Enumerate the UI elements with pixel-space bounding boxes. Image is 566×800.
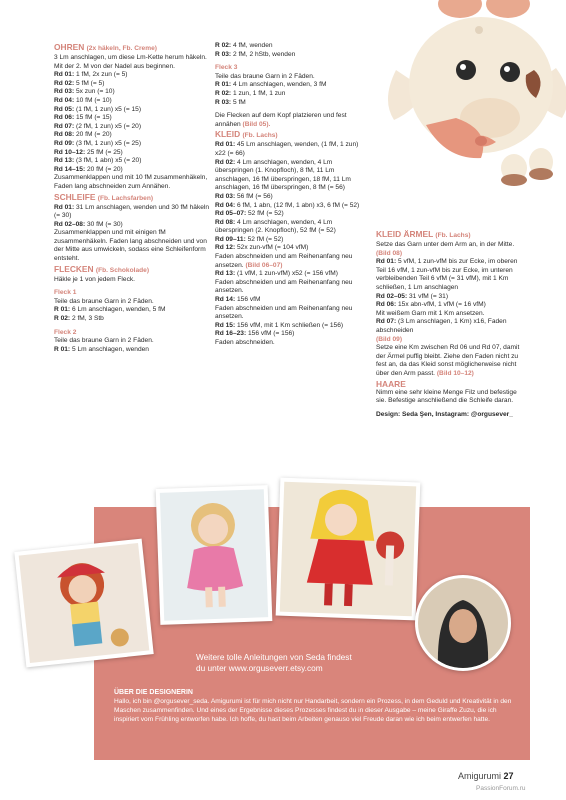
fleck2-continued-rows — [215, 42, 368, 59]
kleid-rows-4 — [215, 322, 368, 339]
design-credit: Design: Seda Şen, Instagram: @orgusever_ — [376, 410, 513, 418]
row-text: 30 fM (= 30) — [87, 220, 123, 228]
row-text: 25 fM (= 25) — [87, 148, 123, 156]
instruction-row — [54, 221, 210, 230]
doll-red-image — [276, 478, 421, 621]
instruction-row — [54, 71, 210, 80]
designer-bio — [114, 688, 516, 724]
row-text: 20 fM (= 20) — [87, 165, 123, 173]
column-1 — [54, 42, 210, 354]
row-label: Rd 01: — [54, 203, 75, 211]
flecken-intro: Häkle je 1 von jedem Fleck. — [54, 275, 135, 283]
instruction-row — [54, 306, 210, 315]
ohren-rows — [54, 71, 210, 174]
aermel-rows-2 — [376, 318, 528, 335]
heading-flecken: FLECKEN (Fb. Schokolade) — [54, 263, 150, 274]
row-text: 5x zun (= 10) — [76, 88, 115, 96]
row-label: R 02: — [215, 89, 232, 97]
row-label: Rd 15: — [215, 321, 236, 329]
row-text: 31 Lm anschlagen, wenden und 30 fM häkeln (= 30) — [54, 203, 210, 220]
column-2 — [215, 42, 368, 348]
fleck2-intro: Teile das braune Garn in 2 Fäden. — [54, 337, 154, 345]
row-text: 15 fM (= 15) — [76, 114, 112, 122]
row-text: 52 fM (= 52) — [248, 210, 284, 218]
instruction-row — [215, 159, 368, 193]
instruction-row — [54, 157, 210, 166]
page-footer — [458, 771, 514, 781]
fleck3-rows — [215, 81, 368, 107]
row-label: Rd 16–23: — [215, 330, 247, 338]
instruction-row — [215, 42, 368, 51]
fleck1-intro: Teile das braune Garn in 2 Fäden. — [54, 297, 154, 305]
row-label: Rd 09: — [54, 139, 75, 147]
aermel-outro: Setze eine Km zwischen Rd 06 und Rd 07, damit der Ärmel puffig bleibt. Ziehe den Faden nicht zu fest an, da das Kleid sonst möglicherweise nicht über den Arm passt. (Bild 10–12) — [376, 344, 520, 377]
heading-schleife: SCHLEIFE (Fb. Lachsfarben) — [54, 191, 154, 202]
row-text: 156 vfM — [237, 296, 261, 304]
kleid-mid: Faden abschneiden und am Reihenanfang neu ansetzen. (Bild 06–07) — [215, 253, 353, 269]
row-label: Rd 01: — [215, 141, 236, 149]
doll-photo-red-dress — [276, 478, 421, 621]
heading-fleck-3: Fleck 3 — [215, 64, 238, 72]
row-text: 45 Lm anschlagen, wenden, (1 fM, 1 zun) x22 (= 66) — [215, 141, 359, 157]
instruction-row — [215, 322, 368, 331]
instruction-row — [54, 140, 210, 149]
row-label: R 01: — [54, 306, 71, 314]
row-label: R 03: — [215, 98, 232, 106]
row-label: Rd 04: — [215, 201, 236, 209]
instruction-row — [376, 301, 528, 310]
fleck3-intro: Teile das braune Garn in 2 Fäden. — [215, 72, 315, 80]
row-label: Rd 14: — [215, 296, 236, 304]
instruction-row — [215, 270, 368, 279]
row-label: Rd 02: — [54, 79, 75, 87]
kleid-rows-3 — [215, 296, 368, 305]
row-text: 10 fM (= 10) — [76, 96, 112, 104]
instruction-row — [215, 81, 368, 90]
row-label: R 01: — [215, 81, 232, 89]
row-label: Rd 04: — [54, 96, 75, 104]
instruction-row — [215, 99, 368, 108]
row-label: R 01: — [54, 345, 71, 353]
row-text: (3 fM, 1 abn) x5 (= 20) — [76, 157, 142, 165]
fleck2-rows — [54, 346, 210, 355]
bio-title: ÜBER DIE DESIGNERIN — [114, 689, 193, 696]
kleid-mid-3: Faden abschneiden und am Reihenanfang neu ansetzen. — [215, 304, 353, 321]
schleife-rows — [54, 204, 210, 230]
kleid-mid-2: Faden abschneiden und am Reihenanfang neu ansetzen. — [215, 278, 353, 295]
instruction-row — [54, 346, 210, 355]
row-text: 52x zun-vfM (= 104 vfM) — [237, 244, 309, 252]
aermel-rows — [376, 258, 528, 310]
page-number: 27 — [503, 771, 514, 781]
instruction-row — [54, 80, 210, 89]
row-text: 20 fM (= 20) — [76, 131, 112, 139]
row-label: Rd 05–07: — [215, 210, 247, 218]
fleck1-rows — [54, 306, 210, 323]
instruction-row — [54, 114, 210, 123]
heading-fleck-1: Fleck 1 — [54, 289, 77, 297]
row-text: 5 vfM, 1 zun-vfM bis zur Ecke, im oberen Teil 16 vfM, 1 zun-vfM bis zur Ecke, im unteren verbleibenden Teil 6 vfM (= 31 vfM), mit 1 Km schließen, 1 Lm anschlagen — [376, 258, 518, 291]
row-label: Rd 03: — [215, 192, 236, 200]
doll-strawberry-image — [14, 539, 153, 668]
instruction-row — [54, 315, 210, 324]
instruction-row — [215, 330, 368, 339]
instruction-row — [54, 131, 210, 140]
schleife-outro: Zusammenklappen und mit einigen fM zusammenhäkeln. Faden lang abschneiden und von der Mitte aus umwickeln, sodass eine Schleifenform entsteht. — [54, 229, 207, 263]
designer-portrait-image — [418, 578, 508, 668]
row-text: 1 zun, 1 fM, 1 zun — [232, 89, 286, 97]
row-text: 6 Lm anschlagen, wenden, 5 fM — [71, 306, 166, 314]
instruction-row — [376, 318, 528, 335]
instruction-row — [54, 166, 210, 175]
instruction-row — [54, 88, 210, 97]
row-text: (3 fM, 1 zun) x5 (= 25) — [76, 139, 142, 147]
row-text: 15x abn-vfM, 1 vfM (= 16 vfM) — [398, 301, 486, 309]
cow-toy-illustration — [386, 0, 566, 190]
row-label: Rd 02: — [215, 158, 236, 166]
row-label: Rd 13: — [215, 270, 236, 278]
column-3 — [376, 229, 528, 419]
row-label: R 02: — [215, 42, 232, 49]
instruction-row — [376, 293, 528, 302]
doll-photo-strawberry — [14, 539, 153, 668]
flecken-outro: Die Flecken auf dem Kopf platzieren und fest annähen (Bild 05). — [215, 112, 347, 128]
web-line-2[interactable]: du unter www.orguseverr.etsy.com — [196, 662, 323, 673]
instruction-row — [376, 258, 528, 292]
row-text: 6 fM, 1 abn, (12 fM, 1 abn) x3, 6 fM (= 52) — [237, 201, 360, 209]
instruction-row — [215, 51, 368, 60]
row-text: 31 vfM (= 31) — [409, 292, 449, 300]
doll-pink-image — [156, 485, 273, 625]
bio-text: Hallo, ich bin @orgusever_seda. Amigurumi ist für mich nicht nur Handarbeit, sondern ein Prozess, in dem Geduld und Kreativität in den Maschen zusammenfinden. Und eines der Ergebnisse dieses Prozesses findest du in dieser Ausgabe – meine Giraffe Zuzu, die ich inspiriert vom Frühling entworfen habe. Ich hoffe, du hast beim Arbeiten genauso viel Freude daran wie ich beim entwerfen hatte. — [114, 698, 512, 723]
row-label: Rd 09–11: — [215, 235, 246, 243]
designer-portrait — [415, 575, 511, 671]
row-text: 5 fM (= 5) — [76, 79, 105, 87]
instruction-row — [215, 219, 368, 236]
instruction-row — [54, 204, 210, 221]
instruction-row — [215, 193, 368, 202]
row-label: Rd 03: — [54, 88, 75, 96]
row-label: Rd 06: — [376, 301, 397, 309]
row-text: 52 fM (= 52) — [247, 235, 284, 243]
instruction-row — [54, 149, 210, 158]
heading-kleid: KLEID (Fb. Lachs) — [215, 129, 278, 140]
aermel-mid: Mit weißem Garn mit 1 Km ansetzen. — [376, 309, 485, 317]
row-label: Rd 06: — [54, 114, 75, 122]
row-label: Rd 08: — [215, 218, 236, 226]
row-text: 2 fM, 2 hStb, wenden — [232, 50, 296, 58]
watermark: PassionForum.ru — [476, 785, 526, 792]
row-text: (3 Lm anschlagen, 1 Km) x16, Faden abschneiden — [376, 318, 507, 334]
instruction-row — [215, 90, 368, 99]
row-text: (1 fM, 1 zun) x5 (= 15) — [76, 105, 142, 113]
row-label: Rd 13: — [54, 157, 75, 165]
row-label: Rd 12: — [215, 244, 236, 252]
heading-kleid-aermel: KLEID ÄRMEL (Fb. Lachs) — [376, 229, 471, 239]
haare-text: Nimm eine sehr kleine Menge Filz und befestige sie. Befestige anschließend die Schleife daran. — [376, 388, 517, 405]
ohren-intro: 3 Lm anschlagen, um diese Lm-Kette herum häkeln. Mit der 2. M von der Nadel aus beginnen. — [54, 54, 207, 70]
row-label: Rd 02–05: — [376, 292, 408, 300]
instruction-row — [54, 123, 210, 132]
instruction-row — [215, 141, 368, 158]
instruction-row — [215, 244, 368, 253]
row-text: 56 fM (= 56) — [237, 192, 273, 200]
heading-haare: HAARE — [376, 378, 406, 389]
instruction-row — [54, 97, 210, 106]
heading-ohren: OHREN (2x häkeln, Fb. Creme) — [54, 42, 157, 52]
kleid-rows-2 — [215, 270, 368, 279]
instruction-row — [215, 202, 368, 211]
row-label: Rd 01: — [54, 71, 75, 79]
row-text: 4 Lm anschlagen, wenden, 3 fM — [232, 81, 327, 89]
row-label: R 02: — [54, 315, 71, 323]
kleid-outro: Faden abschneiden. — [215, 339, 275, 346]
row-label: Rd 14–15: — [54, 165, 86, 173]
row-text: 1 fM, 2x zun (= 5) — [76, 71, 128, 79]
row-text: (2 fM, 1 zun) x5 (= 20) — [76, 122, 142, 130]
instruction-row — [215, 210, 368, 219]
aermel-ref-2: (Bild 09) — [376, 335, 403, 343]
row-label: Rd 05: — [54, 105, 75, 113]
row-text: 4 Lm anschlagen, wenden, 4 Lm überspringen (1. Knopfloch), 8 fM, 11 Lm anschlagen, 16 fM überspringen, 18 fM, 11 Lm anschlagen, 16 fM überspringen, 8 fM (= 56) — [215, 158, 351, 192]
row-label: R 03: — [215, 50, 232, 58]
kleid-rows — [215, 141, 368, 253]
row-text: 5 Lm anschlagen, wenden — [71, 345, 149, 353]
heading-fleck-2: Fleck 2 — [54, 328, 77, 336]
row-label: Rd 07: — [376, 318, 397, 326]
row-text: 2 fM, 3 Stb — [71, 315, 104, 323]
doll-photo-pink-dress — [156, 485, 273, 625]
row-label: Rd 10–12: — [54, 148, 86, 156]
instruction-row — [54, 106, 210, 115]
row-text: 5 fM — [232, 98, 246, 106]
ohren-outro: Zusammenklappen und mit 10 fM zusammenhäkeln, Faden lang abschneiden zum Annähen. — [54, 174, 208, 190]
row-label: Rd 02–08: — [54, 220, 86, 228]
magazine-name: Amigurumi — [458, 771, 502, 781]
row-text: 4 fM, wenden — [232, 42, 273, 49]
aermel-intro: Setze das Garn unter dem Arm an, in der Mitte. (Bild 08) — [376, 241, 515, 257]
row-text: (1 vfM, 1 zun-vfM) x52 (= 156 vfM) — [237, 270, 338, 278]
row-label: Rd 01: — [376, 258, 397, 266]
row-text: 156 vfM, mit 1 Km schließen (= 156) — [237, 321, 344, 329]
row-text: 4 Lm anschlagen, wenden, 4 Lm überspringen (2. Knopfloch), 52 fM (= 52) — [215, 218, 336, 235]
row-label: Rd 07: — [54, 122, 75, 130]
web-reference — [196, 652, 352, 673]
instruction-row — [215, 296, 368, 305]
web-line-1: Weitere tolle Anleitungen von Seda findest — [196, 652, 352, 662]
row-text: 156 vfM (= 156) — [248, 330, 295, 338]
row-label: Rd 08: — [54, 131, 75, 139]
instruction-row — [215, 236, 368, 245]
